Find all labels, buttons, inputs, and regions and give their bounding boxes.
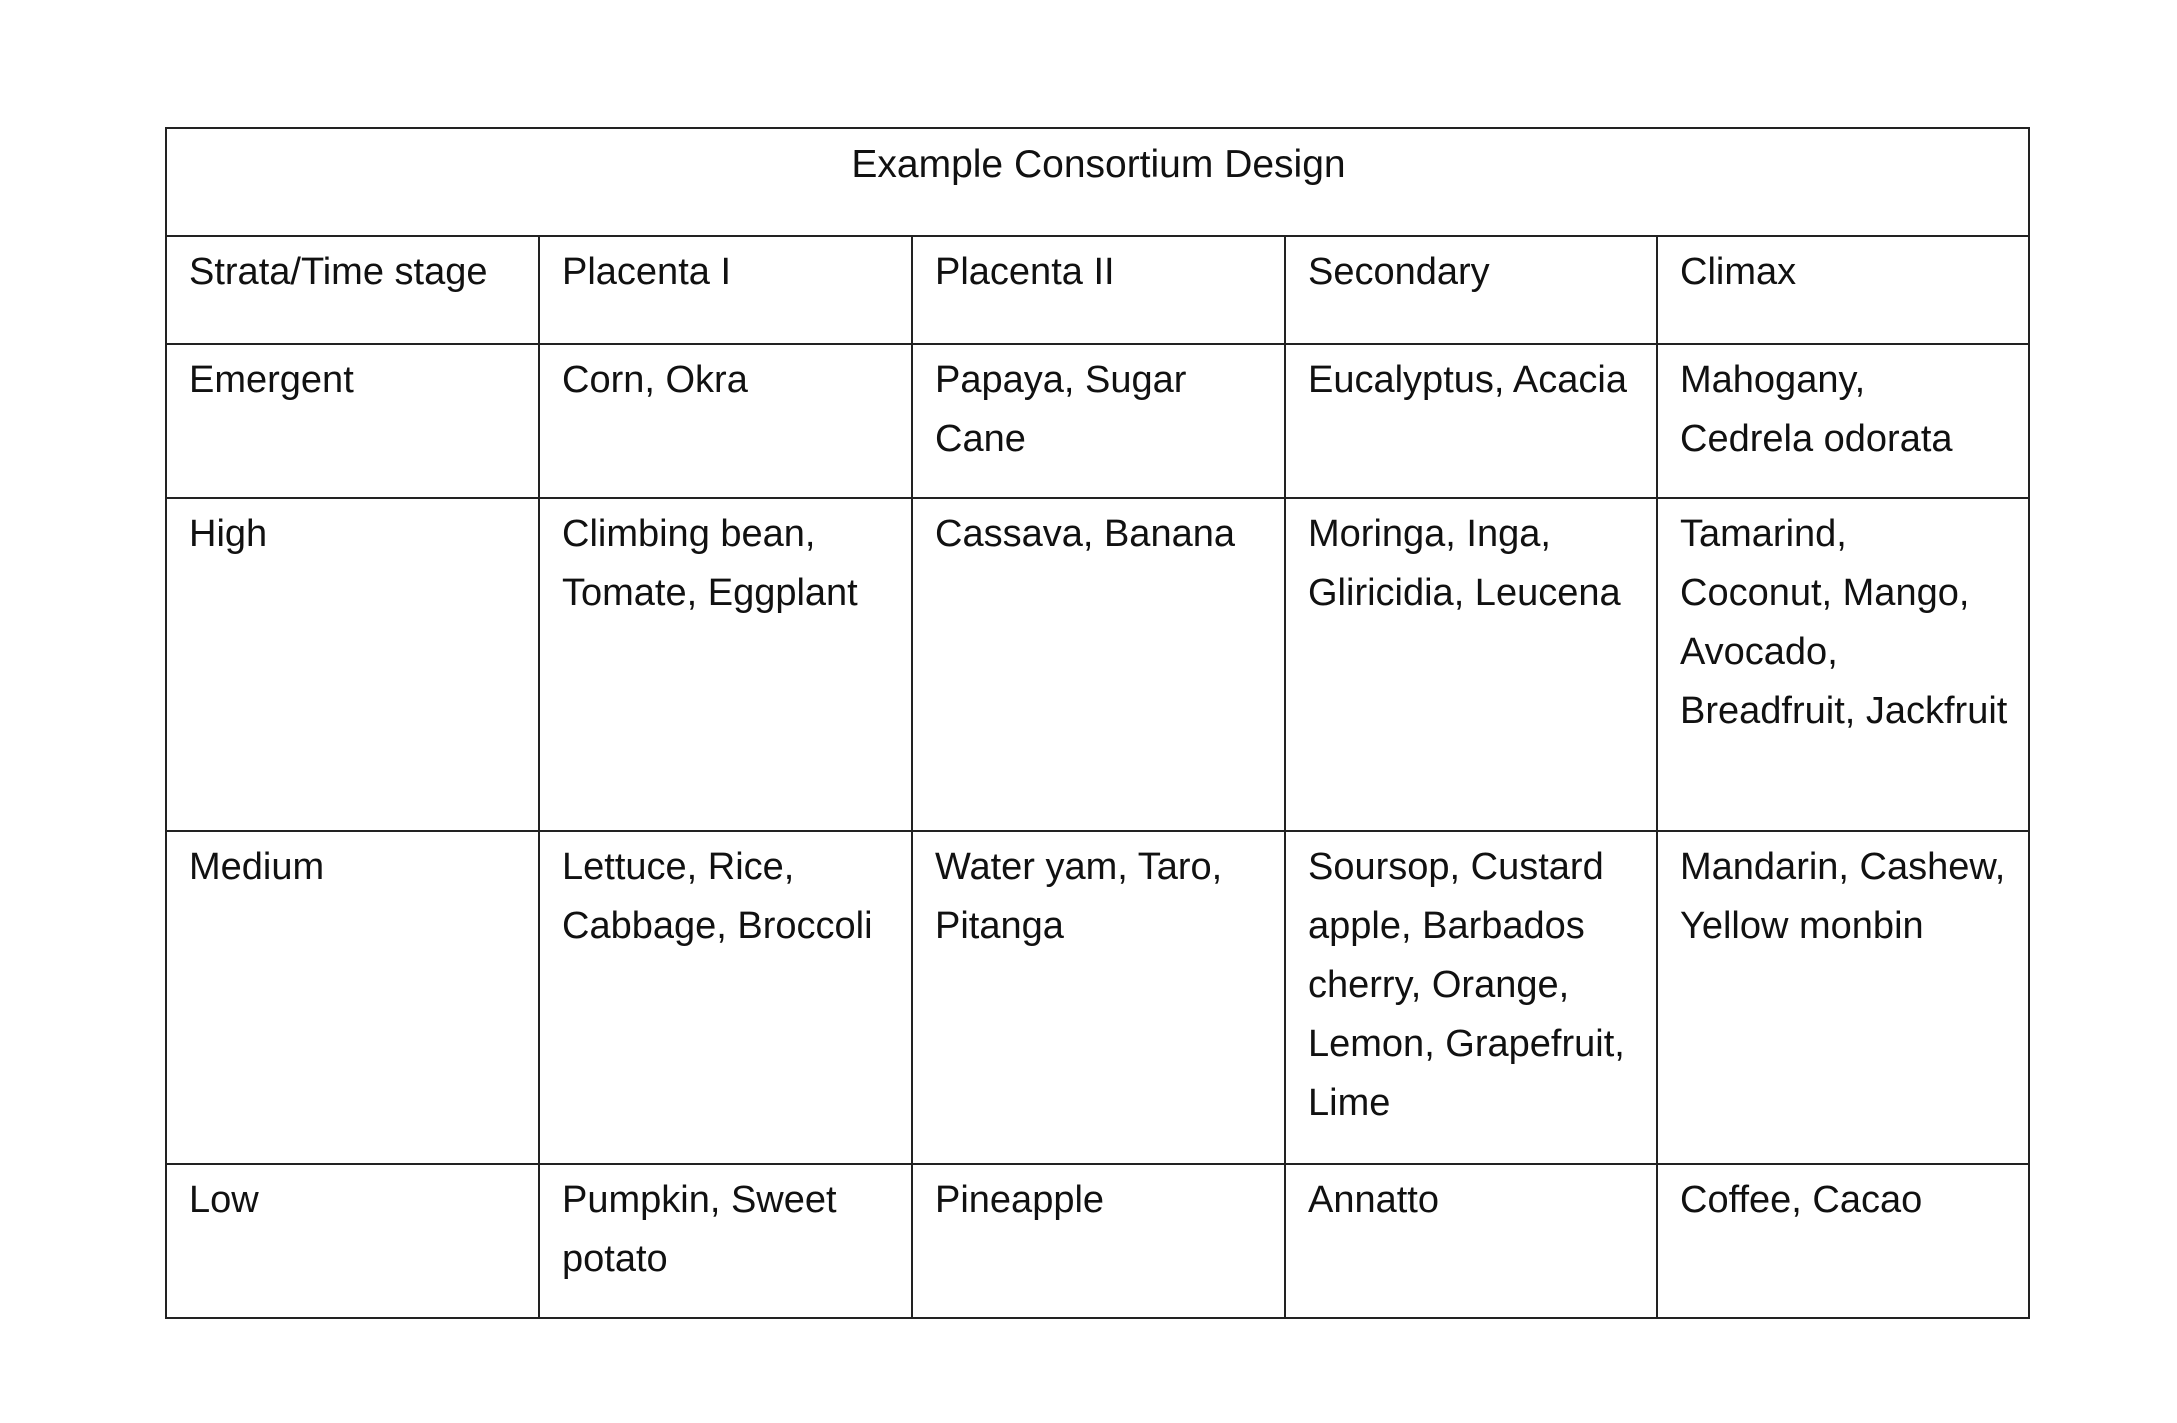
table-cell: Annatto [1285,1164,1657,1318]
column-header-strata: Strata/Time stage [166,236,539,344]
table-cell: Climbing bean, Tomate, Eggplant [539,498,912,831]
table-cell: Pumpkin, Sweet potato [539,1164,912,1318]
table-cell: Moringa, Inga, Gliricidia, Leucena [1285,498,1657,831]
table-header-row [166,236,2029,344]
column-header-secondary: Secondary [1285,236,1657,344]
table-cell: Cassava, Banana [912,498,1285,831]
consortium-table [165,127,2030,1319]
table-title: Example Consortium Design [166,128,2029,236]
table-cell: Lettuce, Rice, Cabbage, Broccoli [539,831,912,1164]
row-label-emergent: Emergent [166,344,539,498]
table-cell: Tamarind, Coconut, Mango, Avocado, Breadfruit, Jackfruit [1657,498,2029,831]
table-cell: Mandarin, Cashew, Yellow monbin [1657,831,2029,1164]
table-cell: Corn, Okra [539,344,912,498]
row-label-medium: Medium [166,831,539,1164]
table-row-medium [166,831,2029,1164]
row-label-high: High [166,498,539,831]
table-cell: Coffee, Cacao [1657,1164,2029,1318]
table-cell: Mahogany, Cedrela odorata [1657,344,2029,498]
table-cell: Papaya, Sugar Cane [912,344,1285,498]
table-row-low [166,1164,2029,1318]
table-row-high [166,498,2029,831]
table-cell: Pineapple [912,1164,1285,1318]
table-cell: Water yam, Taro, Pitanga [912,831,1285,1164]
column-header-placenta-ii: Placenta II [912,236,1285,344]
column-header-placenta-i: Placenta I [539,236,912,344]
table-row-emergent [166,344,2029,498]
table-title-row [166,128,2029,236]
table-cell: Eucalyptus, Acacia [1285,344,1657,498]
row-label-low: Low [166,1164,539,1318]
column-header-climax: Climax [1657,236,2029,344]
table-cell: Soursop, Custard apple, Barbados cherry, Orange, Lemon, Grapefruit, Lime [1285,831,1657,1164]
